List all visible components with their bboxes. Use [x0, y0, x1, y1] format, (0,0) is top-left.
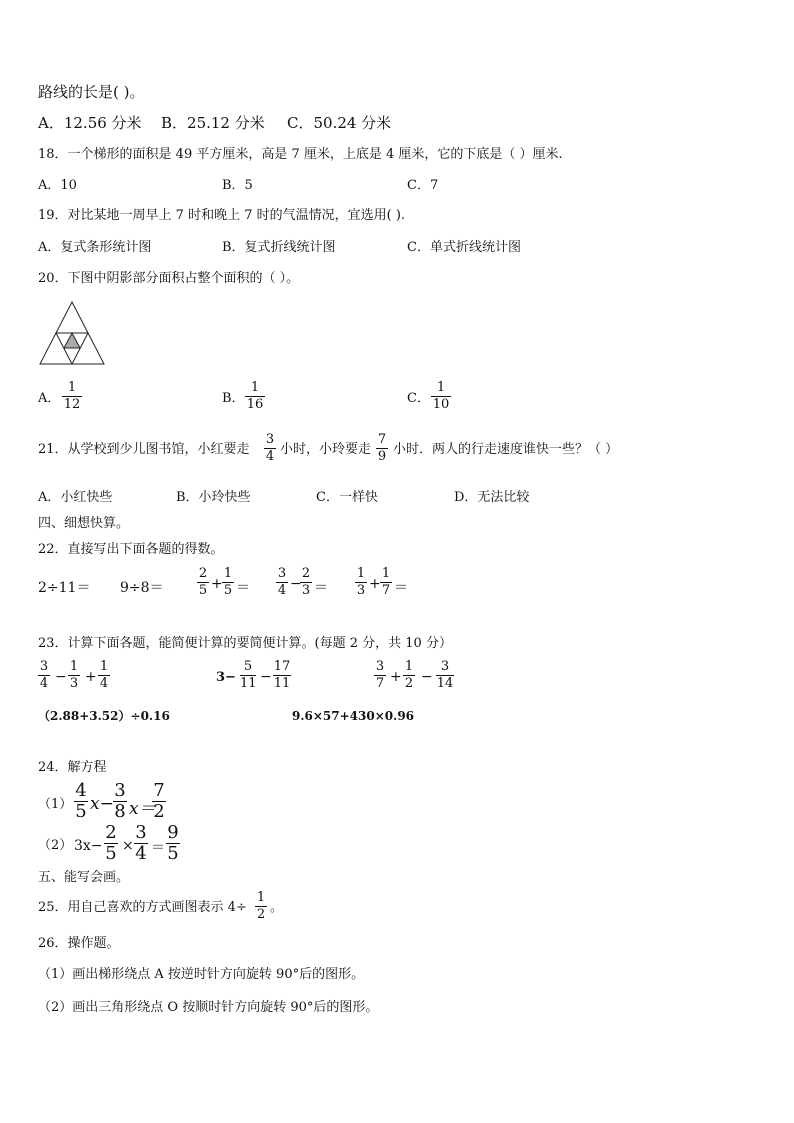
- option-20-b-fraction: 1 16: [246, 380, 264, 412]
- q23-e1-fraction-3: 1 4: [99, 659, 109, 691]
- q26-part-2: （2）画出三角形绕点 O 按顺时针方向旋转 90°后的图形。: [38, 1000, 379, 1015]
- q23-e1-operator-2: +: [85, 669, 97, 685]
- q22-e5-fraction-b: 1 7: [381, 566, 391, 598]
- q23-e3-fraction-1: 3 7: [375, 659, 385, 691]
- q22-e5-equals: ＝: [394, 580, 408, 596]
- question-21-fraction-2: 7 9: [377, 432, 387, 464]
- option-21-d: D．无法比较: [454, 490, 530, 505]
- q22-e3-fraction-a: 2 5: [198, 566, 208, 598]
- option-20-c-fraction: 1 10: [432, 380, 450, 412]
- q25-tail: 。: [270, 900, 284, 915]
- option-21-c: C．一样快: [316, 490, 378, 505]
- triangle-figure: [36, 300, 108, 368]
- question-19-stem: 19．对比某地一周早上 7 时和晚上 7 时的气温情况，宜选用( ).: [38, 208, 406, 223]
- q22-e3-equals: ＝: [236, 580, 250, 596]
- question-25-stem: 25．用自己喜欢的方式画图表示 4÷: [38, 900, 247, 915]
- q24-part-2-label: （2）: [38, 838, 73, 853]
- q22-e5-operator: +: [369, 576, 381, 592]
- q24-p2-fraction-3: 9 5: [167, 822, 179, 864]
- question-21-part3: 小时．两人的行走速度谁快一些？（ ）: [393, 442, 619, 457]
- q22-e4-fraction-a: 3 4: [277, 566, 287, 598]
- question-21-part1: 21．从学校到少儿图书馆，小红要走: [38, 442, 250, 457]
- q24-p1-fraction-3: 7 2: [153, 780, 165, 822]
- q24-p2-fraction-2: 3 4: [135, 822, 147, 864]
- question-24-stem: 24．解方程: [38, 760, 107, 775]
- q22-e3-fraction-b: 1 5: [223, 566, 233, 598]
- option-21-a: A．小红快些: [38, 490, 113, 505]
- q22-expr-2: 9÷8＝: [120, 580, 164, 596]
- q23-expr-4: （2.88+3.52）÷0.16: [38, 709, 170, 723]
- q24-p1-x2: x＝: [129, 799, 156, 819]
- q23-e2-operator: −: [260, 669, 272, 685]
- option-20-a-label: A．: [38, 391, 61, 406]
- q23-e3-fraction-2: 1 2: [404, 659, 414, 691]
- q25-fraction: 1 2: [256, 890, 266, 922]
- option-20-c-label: C．: [407, 391, 430, 406]
- question-17-stem: 路线的长是( )。: [38, 83, 145, 101]
- q22-e4-equals: ＝: [314, 580, 328, 596]
- q23-expr-5: 9.6×57+430×0.96: [292, 709, 415, 723]
- q22-expr-1: 2÷11＝: [38, 580, 91, 596]
- option-19-a: A．复式条形统计图: [38, 240, 152, 255]
- q22-e4-operator: −: [290, 576, 302, 592]
- option-17-b: B．25.12 分米: [161, 114, 265, 132]
- q23-e2-lead: 3−: [216, 670, 236, 685]
- q24-part-1-label: （1）: [38, 797, 73, 812]
- q23-e1-fraction-2: 1 3: [69, 659, 79, 691]
- q24-p1-fraction-1: 4 5: [75, 780, 87, 822]
- option-17-c: C．50.24 分米: [287, 114, 392, 132]
- question-23-stem: 23．计算下面各题，能简便计算的要简便计算。(每题 2 分，共 10 分）: [38, 636, 452, 651]
- q22-e4-fraction-b: 2 3: [301, 566, 311, 598]
- q24-p1-x1: x−: [90, 794, 114, 814]
- q23-e1-operator-1: −: [55, 669, 67, 685]
- section-4-heading: 四、细想快算。: [38, 516, 130, 531]
- q23-e3-fraction-3: 3 14: [436, 659, 454, 691]
- question-18-stem: 18．一个梯形的面积是 49 平方厘米，高是 7 厘米，上底是 4 厘米，它的下底是（ ）厘米.: [38, 147, 563, 162]
- q24-p2-times: ×: [122, 838, 134, 854]
- q22-e5-fraction-a: 1 3: [356, 566, 366, 598]
- q23-e2-fraction-2: 17 11: [273, 659, 291, 691]
- option-21-b: B．小玲快些: [176, 490, 251, 505]
- question-22-stem: 22．直接写出下面各题的得数。: [38, 542, 224, 557]
- q22-e3-operator: +: [211, 576, 223, 592]
- option-20-a-fraction: 1 12: [63, 380, 81, 412]
- q23-e1-fraction-1: 3 4: [39, 659, 49, 691]
- option-17-a: A．12.56 分米: [38, 114, 142, 132]
- q26-part-1: （1）画出梯形绕点 A 按逆时针方向旋转 90°后的图形。: [38, 967, 365, 982]
- q23-e3-operator-1: +: [390, 669, 402, 685]
- question-21-fraction-1: 3 4: [265, 432, 275, 464]
- q24-p2-equals: ＝: [151, 840, 165, 856]
- option-19-b: B．复式折线统计图: [222, 240, 336, 255]
- q24-p2-fraction-1: 2 5: [105, 822, 117, 864]
- question-20-stem: 20．下图中阴影部分面积占整个面积的（ ）。: [38, 271, 300, 286]
- option-18-b: B．5: [222, 178, 253, 193]
- question-26-stem: 26．操作题。: [38, 936, 120, 951]
- option-18-a: A．10: [38, 178, 77, 193]
- option-19-c: C．单式折线统计图: [407, 240, 521, 255]
- section-5-heading: 五、能写会画。: [38, 870, 130, 885]
- q24-p1-fraction-2: 3 8: [114, 780, 126, 822]
- question-21-part2: 小时，小玲要走: [280, 442, 372, 457]
- option-20-b-label: B．: [222, 391, 245, 406]
- q23-e3-operator-2: −: [421, 669, 433, 685]
- option-18-c: C．7: [407, 178, 439, 193]
- q23-e2-fraction-1: 5 11: [240, 659, 257, 691]
- q24-p2-lead: 3x−: [74, 838, 103, 854]
